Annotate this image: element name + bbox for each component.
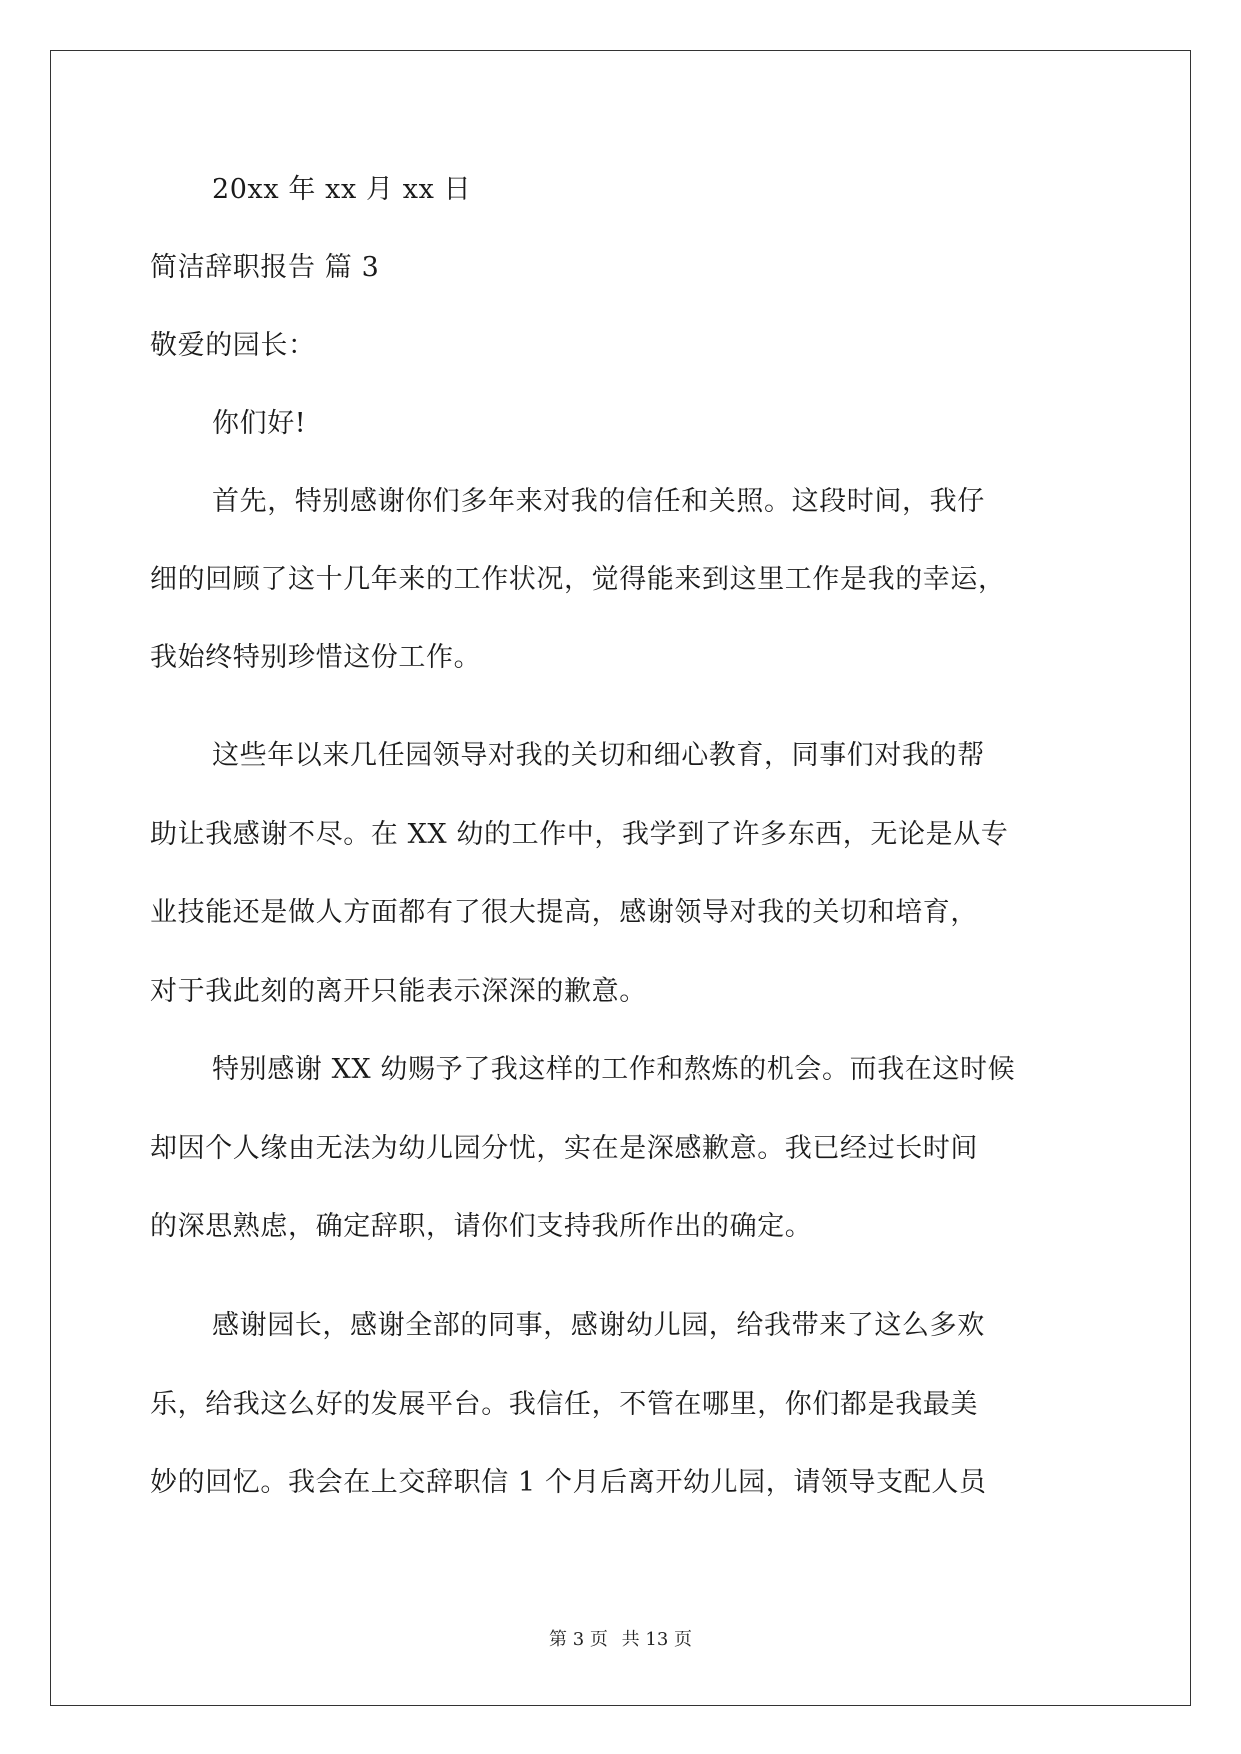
body-line: 感谢园长，感谢全部的同事，感谢幼儿园，给我带来了这么多欢 [212,1310,985,1341]
body-line: 细的回顾了这十几年来的工作状况，觉得能来到这里工作是我的幸运， [150,564,1006,595]
body-line: 乐，给我这么好的发展平台。我信任，不管在哪里，你们都是我最美 [150,1389,978,1420]
page-total: 共 13 页 [621,1629,692,1650]
body-line: 却因个人缘由无法为幼儿园分忧，实在是深感歉意。我已经过长时间 [150,1133,978,1164]
body-line: 特别感谢 XX 幼赐予了我这样的工作和熬炼的机会。而我在这时候 [212,1054,1016,1085]
body-line: 对于我此刻的离开只能表示深深的歉意。 [150,976,647,1007]
body-line: 我始终特别珍惜这份工作。 [150,642,482,673]
body-line: 妙的回忆。我会在上交辞职信 1 个月后离开幼儿园，请领导支配人员 [150,1467,987,1498]
body-line: 助让我感谢不尽。在 XX 幼的工作中，我学到了许多东西，无论是从专 [150,819,1009,850]
page-footer [0,1628,1241,1652]
body-line: 这些年以来几任园领导对我的关切和细心教育，同事们对我的帮 [212,740,985,771]
page-number: 第 3 页 [549,1629,608,1650]
body-line: 首先，特别感谢你们多年来对我的信任和关照。这段时间，我仔 [212,486,985,517]
body-line: 的深思熟虑，确定辞职，请你们支持我所作出的确定。 [150,1211,813,1242]
body-line: 业技能还是做人方面都有了很大提高，感谢领导对我的关切和培育， [150,897,978,928]
date-line: 20xx 年 xx 月 xx 日 [212,174,472,205]
page-border [50,50,1191,1706]
section-title: 简洁辞职报告 篇 3 [150,252,380,283]
salutation: 敬爱的园长： [150,330,316,361]
greeting: 你们好! [212,408,307,439]
